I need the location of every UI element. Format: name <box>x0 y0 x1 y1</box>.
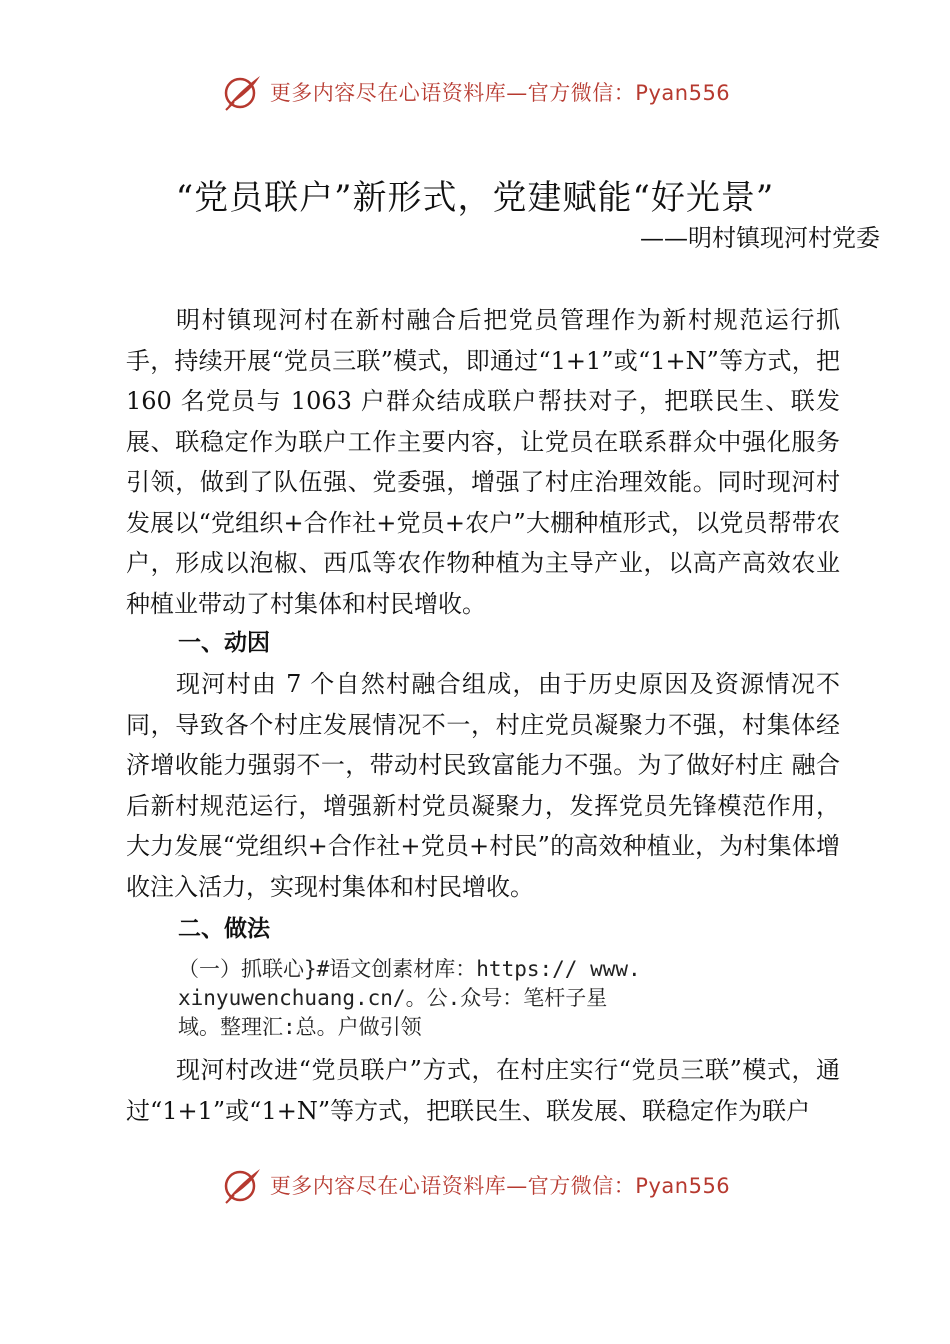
watermark-text: 更多内容尽在心语资料库—官方微信：Pyan556 <box>269 81 731 105</box>
section-heading-block <box>126 623 840 663</box>
intro-paragraph: 明村镇现河村在新村融合后把党员管理作为新村规范运行抓手，持续开展“党员三联”模式，即通过“1+1”或“1+N”等方式，把 160 名党员与 1063 户群众结成联户帮扶对子，把联民生、联发展、联稳定作为联户工作主要内容，让党员在联系群众中强化服务引领，做到了队伍强、党委强，增强了村庄治理效能。同时现河村发展以“党组织+合作社+党员+农户”大棚种植形式，以党员帮带农户，形成以泡椒、西瓜等农作物种植为主导产业，以高产高效农业种植业带动了村集体和村民增收。 <box>126 306 840 618</box>
page-title: “党员联户”新形式，党建赋能“好光景” <box>175 178 775 218</box>
motivation-paragraph: 现河村由 7 个自然村融合组成，由于历史原因及资源情况不同，导致各个村庄发展情况不一，村庄党员凝聚力不强，村集体经济增收能力强弱不一，带动村民致富能力不强。为了做好村庄 融合后新村规范运行，增强新村党员凝聚力，发挥党员先锋模范作用，大力发展“党组织+合作社+党员+村民”的高效种植业，为村集体增收注入活力，实现村集体和村民增收。 <box>126 670 840 901</box>
section-heading-block <box>126 909 840 949</box>
section-heading-motivation: 一、动因 <box>178 630 270 656</box>
methods-paragraph-block <box>126 1050 840 1131</box>
header-watermark-banner <box>0 70 950 114</box>
feather-quill-logo-icon <box>220 1165 264 1205</box>
page-subtitle: ——明村镇现河村党委 <box>640 224 880 252</box>
watermark-text: 更多内容尽在心语资料库—官方微信：Pyan556 <box>269 1174 731 1198</box>
feather-quill-logo-icon <box>220 72 264 112</box>
subheading-block <box>126 955 840 1042</box>
methods-paragraph: 现河村改进“党员联户”方式，在村庄实行“党员三联”模式，通过“1+1”或“1+N”等方式，把联民生、联发展、联稳定作为联户 <box>126 1056 840 1125</box>
footer-watermark-banner <box>0 1163 950 1207</box>
motivation-paragraph-block <box>126 664 840 907</box>
intro-paragraph-block <box>126 300 840 624</box>
section-heading-methods: 二、做法 <box>178 916 270 942</box>
subsection-heading: （一）抓联心}#语文创素材库：https:// www.xinyuwenchuang.cn/。公.众号：笔杆子星域。整理汇:总。户做引领 <box>178 957 641 1039</box>
